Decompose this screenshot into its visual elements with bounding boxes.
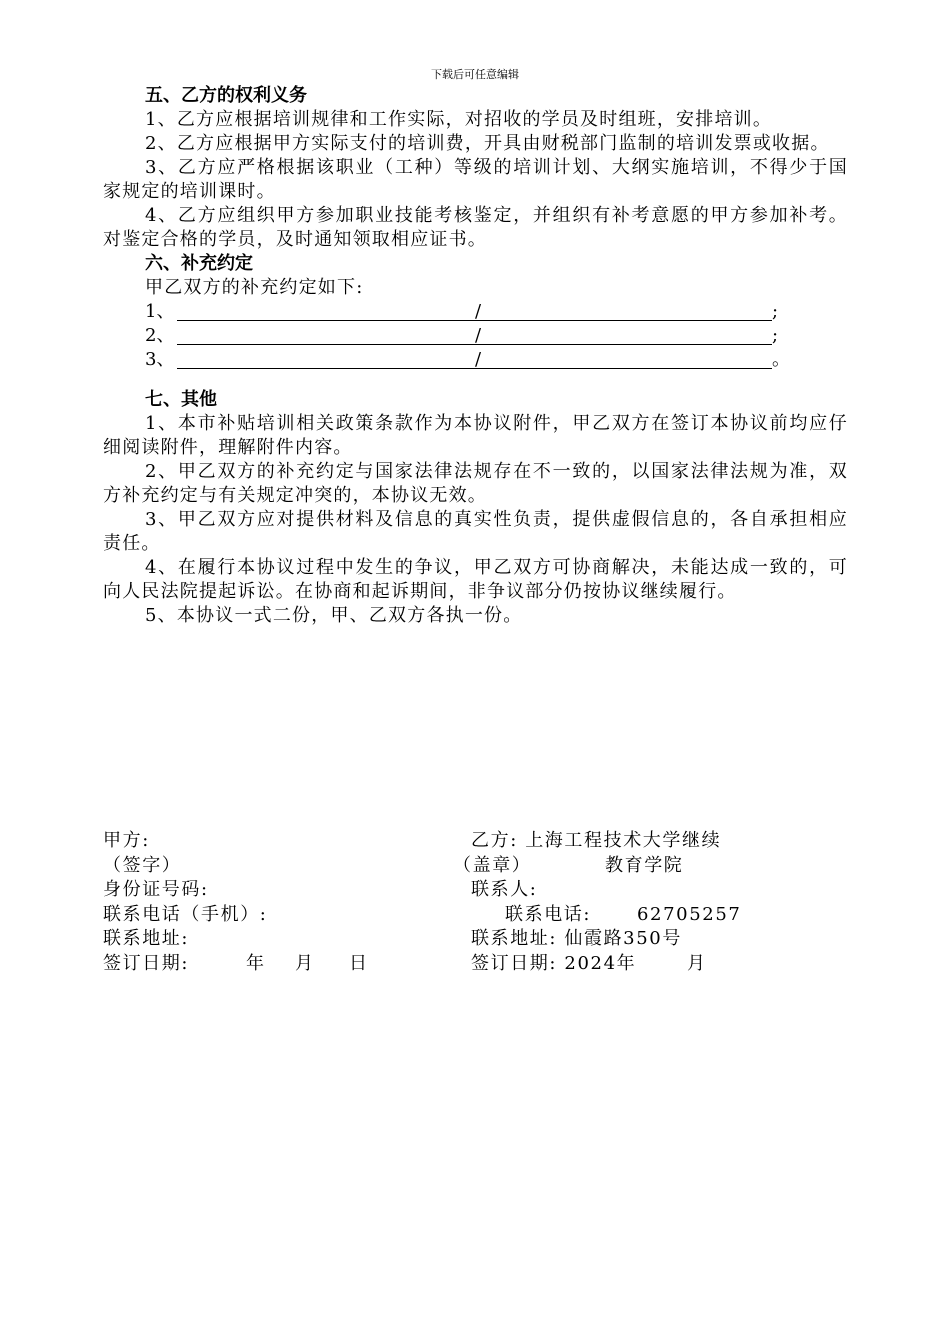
slash-mark: / [475, 325, 482, 346]
signature-block [103, 829, 848, 989]
party-b-date-label: 签订日期: [471, 952, 558, 974]
section5-item-2: 2、乙方应根据甲方实际支付的培训费，开具由财税部门监制的培训发票或收据。 [145, 133, 830, 154]
party-b-date-year: 2024年 [564, 952, 637, 974]
party-a-date-label: 签订日期: [103, 952, 190, 974]
party-a-date-day: 日 [349, 952, 369, 974]
section5-item-4: 4、乙方应组织甲方参加职业技能考核鉴定，并组织有补考意愿的甲方参加补考。对鉴定合格的学员，及时通知领取相应证书。 [103, 205, 848, 250]
party-b-label: 乙方: [471, 830, 518, 851]
supplement-num: 3、 [145, 349, 175, 370]
party-a-date-month: 月 [295, 952, 315, 974]
party-b-block [453, 829, 853, 977]
party-a-sign: （签字） [103, 854, 182, 876]
line-end-punct: ; [772, 301, 779, 322]
section7-title: 七、其他 [145, 389, 217, 410]
party-b-address: 联系地址: 仙霞路350号 [471, 928, 682, 950]
party-b-phone-value: 62705257 [637, 903, 742, 925]
slash-mark: / [475, 301, 482, 322]
section7-item-5: 5、本协议一式二份，甲、乙双方各执一份。 [145, 605, 523, 626]
party-a-phone: 联系电话（手机）: [103, 903, 268, 925]
party-b-date-month: 月 [687, 952, 707, 974]
supplement-num: 2、 [145, 325, 175, 346]
party-a-block [103, 829, 453, 977]
party-a-address: 联系地址: [103, 928, 190, 950]
section5-title: 五、乙方的权利义务 [145, 85, 307, 106]
agreement-body [103, 84, 848, 628]
party-b-seal: （盖章） [453, 854, 532, 876]
section5-item-1: 1、乙方应根据培训规律和工作实际，对招收的学员及时组班，安排培训。 [145, 109, 773, 130]
section7-item-2: 2、甲乙双方的补充约定与国家法律法规存在不一致的，以国家法律法规为准，双方补充约定与有关规定冲突的，本协议无效。 [103, 461, 848, 506]
slash-mark: / [475, 349, 482, 370]
party-b-contact: 联系人: [471, 879, 538, 901]
supplement-line-1 [145, 300, 848, 324]
party-b-phone-label: 联系电话: [505, 903, 592, 925]
party-b-name-1: 上海工程技术大学继续 [525, 830, 722, 851]
party-a-date-year: 年 [246, 952, 266, 974]
section5-item-3: 3、乙方应严格根据该职业（工种）等级的培训计划、大纲实施培训，不得少于国家规定的培训课时。 [103, 157, 848, 202]
section6-intro: 甲乙双方的补充约定如下: [145, 277, 364, 298]
party-a-label: 甲方: [103, 830, 150, 851]
header-note: 下载后可任意编辑 [431, 68, 519, 81]
party-b-name-2: 教育学院 [605, 854, 684, 876]
section6-title: 六、补充约定 [145, 253, 253, 274]
section7-item-3: 3、甲乙双方应对提供材料及信息的真实性负责，提供虚假信息的，各自承担相应责任。 [103, 509, 848, 554]
spacer [103, 372, 848, 388]
section7-item-1: 1、本市补贴培训相关政策条款作为本协议附件，甲乙双方在签订本协议前均应仔细阅读附件，理解附件内容。 [103, 413, 848, 458]
party-a-id: 身份证号码: [103, 879, 209, 901]
line-end-punct: 。 [772, 349, 790, 370]
supplement-num: 1、 [145, 301, 175, 322]
supplement-line-2 [145, 324, 848, 348]
section7-item-4: 4、在履行本协议过程中发生的争议，甲乙双方可协商解决，未能达成一致的，可向人民法院提起诉讼。在协商和起诉期间，非争议部分仍按协议继续履行。 [103, 557, 848, 602]
supplement-line-3 [145, 348, 848, 372]
line-end-punct: ; [772, 325, 779, 346]
